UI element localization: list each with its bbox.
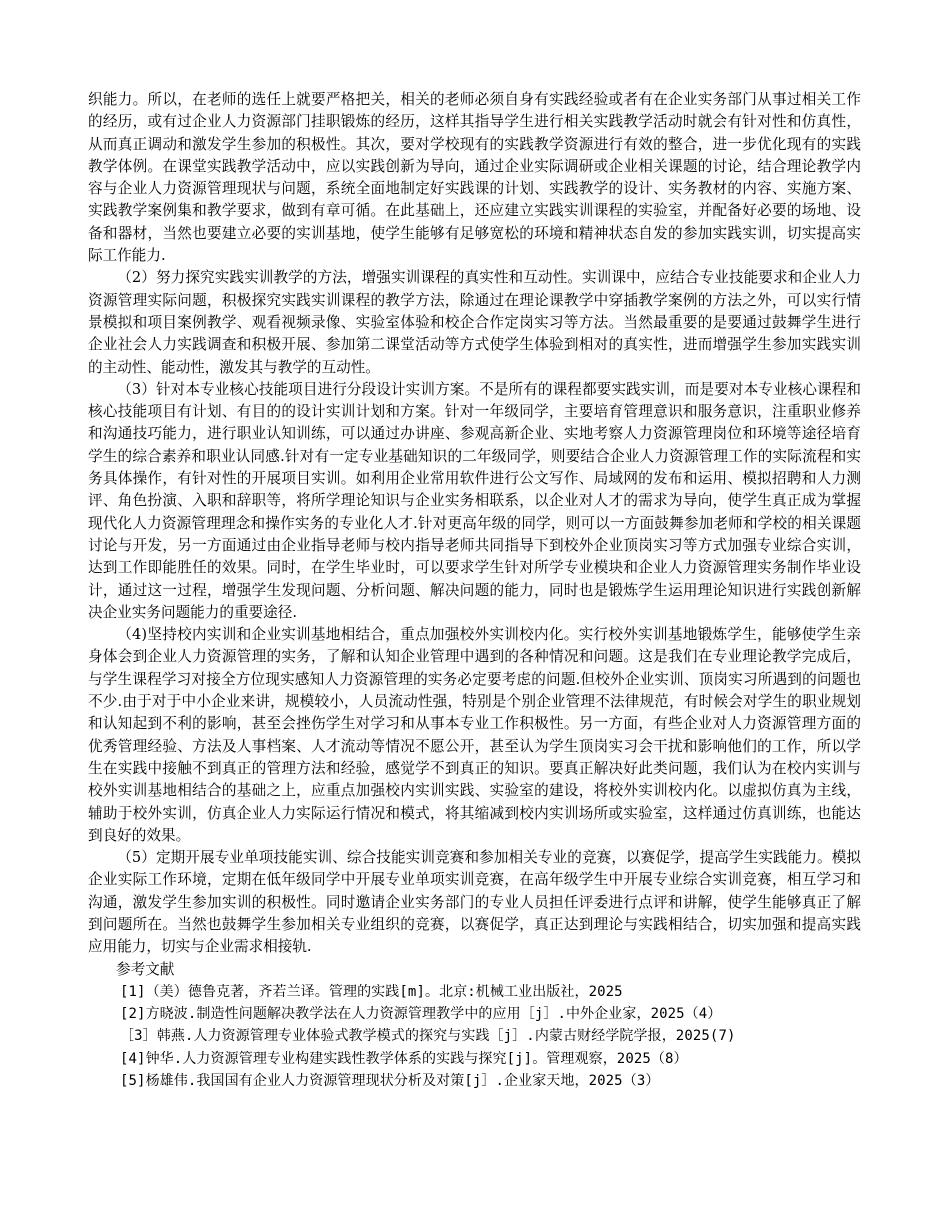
paragraph-1: 织能力。所以，在老师的选任上就要严格把关，相关的老师必须自身有实践经验或者有在企业实务部门从事过相关工作的经历，或有过企业人力资源部门挂职锻炼的经历，这样其指导学生进行相关实践教学活动时就会有针对性和仿真性，从而真正调动和激发学生参加的积极性。其次，要对学校现有的实践教学资源进行有效的整合，进一步优化现有的实践教学体例。在课堂实践教学活动中，应以实践创新为导向，通过企业实际调研或企业相关课题的讨论，结合理论教学内容与企业人力资源管理现状与问题，系统全面地制定好实践课的计划、实践教学的设计、实务教材的内容、实施方案、实践教学案例集和教学要求，做到有章可循。在此基础上，还应建立实践实训课程的实验室，并配备好必要的场地、设备和器材，当然也要建立必要的实训基地，使学生能够有足够宽松的环境和精神状态自发的参加实践实训，切实提高实际工作能力. (88, 91, 861, 265)
document-page (88, 89, 861, 1092)
reference-item-4: [4]钟华.人力资源管理专业构建实践性教学体系的实践与探究[j]。管理观察，2025（8） (120, 1050, 688, 1067)
reference-item-3: ［3］韩燕.人力资源管理专业体验式教学模式的探究与实践［j］.内蒙古财经学院学报，2025(7) (120, 1028, 736, 1045)
paragraph-3: （3）针对本专业核心技能项目进行分段设计实训方案。不是所有的课程都要实践实训，而是要对本专业核心课程和核心技能项目有计划、有目的的设计实训计划和方案。针对一年级同学，主要培育管理意识和服务意识，注重职业修养和沟通技巧能力，进行职业认知训练，可以通过办讲座、参观高新企业、实地考察人力资源管理岗位和环境等途径培育学生的综合素养和职业认同感.针对有一定专业基础知识的二年级同学，则要结合企业人力资源管理工作的实际流程和实务具体操作，有针对性的开展项目实训。如利用企业常用软件进行公文写作、局域网的发布和运用、模拟招聘和人力测评、角色扮演、入职和辞职等，将所学理论知识与企业实务相联系，以企业对人才的需求为导向，使学生真正成为掌握现代化人力资源管理理念和操作实务的专业化人才.针对更高年级的同学，则可以一方面鼓舞参加老师和学校的相关课题讨论与开发，另一方面通过由企业指导老师与校内指导老师共同指导下到校外企业顶岗实习等方式加强专业综合实训，达到工作即能胜任的效果。同时，在学生毕业时，可以要求学生针对所学专业模块和企业人力资源管理实务制作毕业设计，通过这一过程，增强学生发现问题、分析问题、解决问题的能力，同时也是锻炼学生运用理论知识进行实践创新解决企业实务问题能力的重要途径. (88, 380, 861, 621)
paragraph-2: （2）努力探究实践实训教学的方法，增强实训课程的真实性和互动性。实训课中，应结合专业技能要求和企业人力资源管理实际问题，积极探究实践实训课程的教学方法，除通过在理论课教学中穿插教学案例的方法之外，可以实行情景模拟和项目案例教学、观看视频录像、实验室体验和校企合作定岗实习等方法。当然最重要的是要通过鼓舞学生进行企业社会人力实践调查和积极开展、参加第二课堂活动等方式使学生体验到相对的真实性，进而增强学生参加实践实训的主动性、能动性，激发其与教学的互动性。 (88, 269, 861, 376)
reference-item-2: [2]方晓波.制造性问题解决教学法在人力资源管理教学中的应用［j］.中外企业家，2025（4） (120, 1006, 722, 1023)
reference-item-1: [1]（美）德鲁克著，齐若兰译。管理的实践[m]。北京:机械工业出版社，2025 (120, 983, 623, 1000)
paragraph-4: （4)坚持校内实训和企业实训基地相结合，重点加强校外实训校内化。实行校外实训基地锻炼学生，能够使学生亲身体会到企业人力资源管理的实务，了解和认知企业管理中遇到的各种情况和问题。这是我们在专业理论教学完成后，与学生课程学习对接全方位现实感知人力资源管理的实务必定要考虑的问题.但校外企业实训、顶岗实习所遇到的问题也不少.由于对于中小企业来讲，规模较小，人员流动性强，特别是个别企业管理不法律规范，有时候会对学生的职业规划和认知起到不利的影响，甚至会挫伤学生对学习和从事本专业工作积极性。另一方面，有些企业对人力资源管理方面的优秀管理经验、方法及人事档案、人才流动等情况不愿公开，甚至认为学生顶岗实习会干扰和影响他们的工作，所以学生在实践中接触不到真正的管理方法和经验，感觉学不到真正的知识。要真正解决好此类问题，我们认为在校内实训与校外实训基地相结合的基础之上，应重点加强校内实训实践、实验室的建设，将校外实训校内化。以虚拟仿真为主线，辅助于校外实训，仿真企业人力实际运行情况和模式，将其缩减到校内实训场所或实验室，这样通过仿真训练，也能达到良好的效果。 (88, 626, 861, 844)
references-heading: 参考文献 (116, 960, 175, 978)
reference-item-5: [5]杨雄伟.我国国有企业人力资源管理现状分析及对策[j］.企业家天地，2025（3） (120, 1073, 660, 1090)
paragraph-5: （5）定期开展专业单项技能实训、综合技能实训竞赛和参加相关专业的竞赛，以赛促学，提高学生实践能力。模拟企业实际工作环境，定期在低年级同学中开展专业单项实训竞赛，在高年级学生中开展专业综合实训竞赛，相互学习和沟通，激发学生参加实训的积极性。同时邀请企业实务部门的专业人员担任评委进行点评和讲解，使学生能够真正了解到问题所在。当然也鼓舞学生参加相关专业组织的竞赛，以赛促学，真正达到理论与实践相结合，切实加强和提高实践应用能力，切实与企业需求相接轨. (88, 849, 861, 956)
